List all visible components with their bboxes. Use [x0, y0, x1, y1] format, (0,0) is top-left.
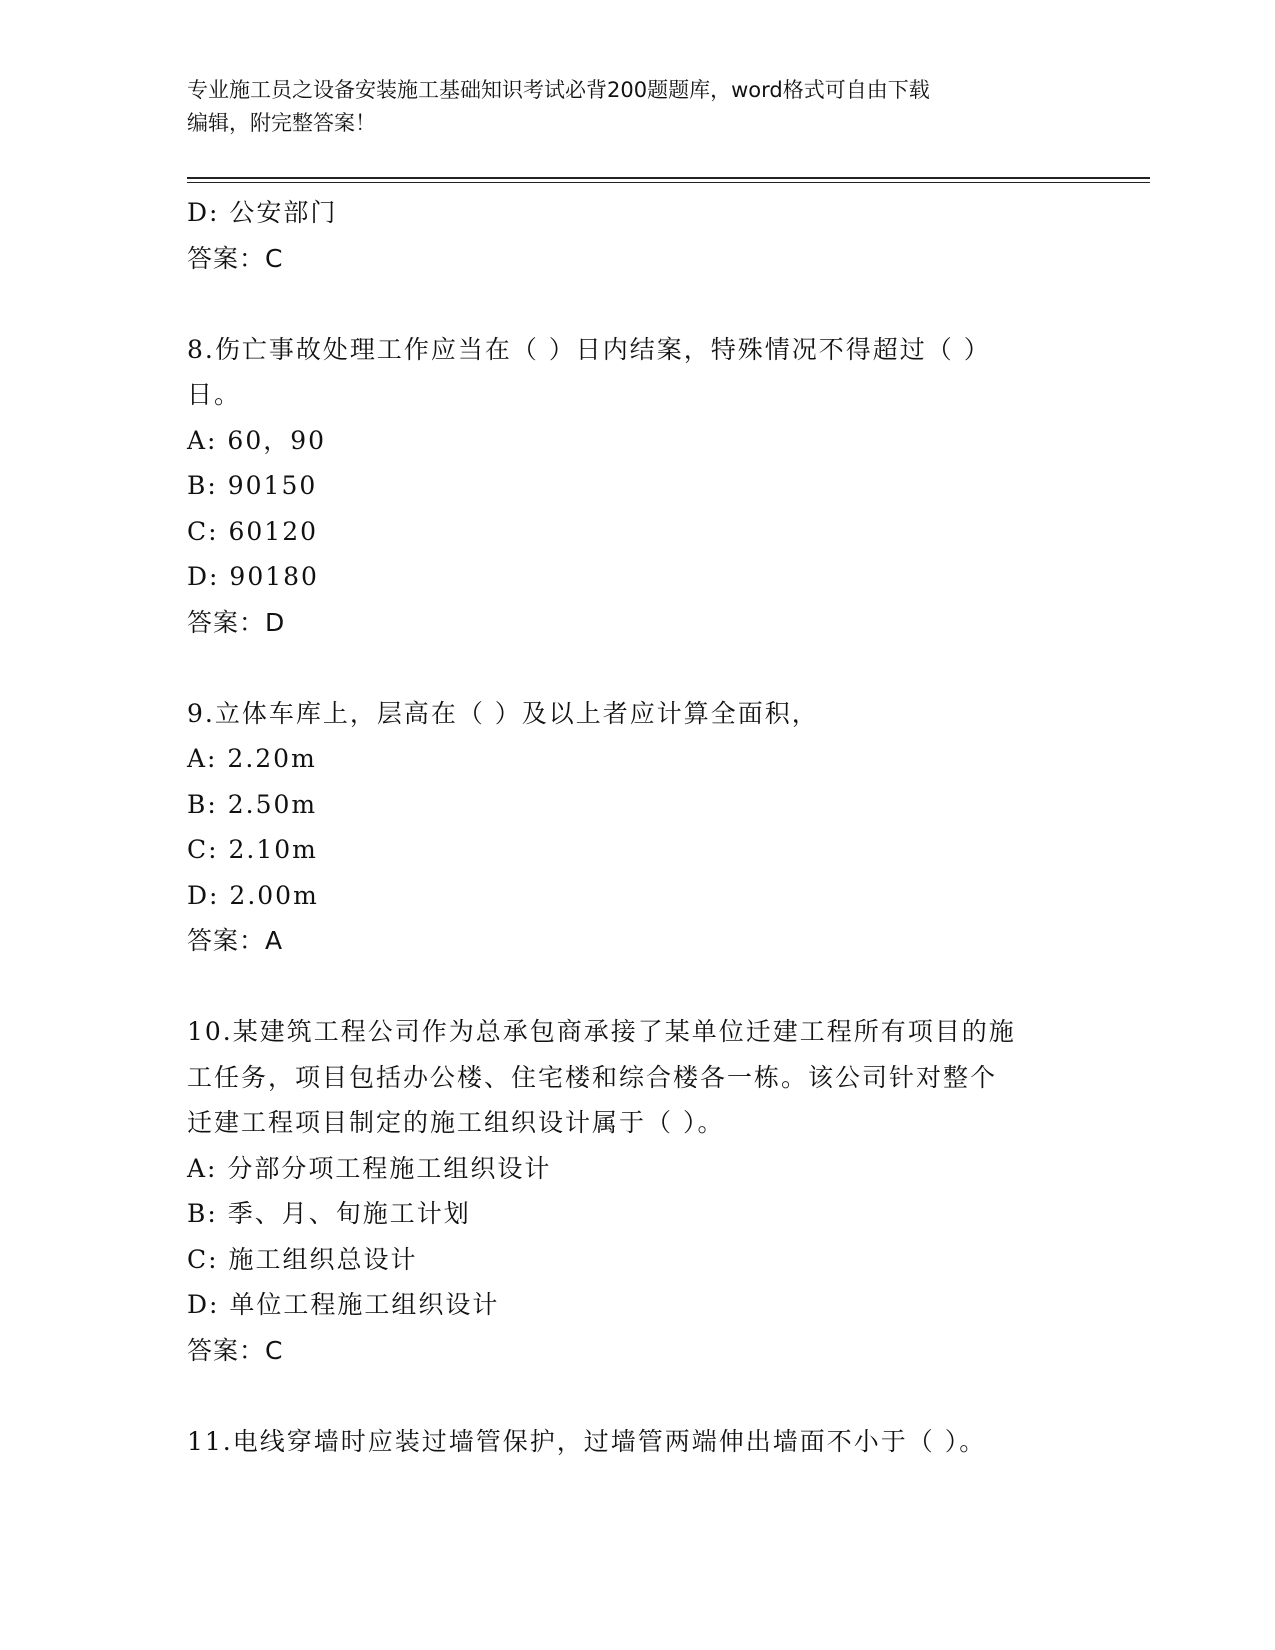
header-divider-thin [187, 182, 1150, 183]
question-8-option-d: D: 90180 [187, 562, 319, 591]
question-9-option-d: D: 2.00m [187, 880, 319, 910]
question-8-option-a: A: 60，90 [187, 425, 327, 455]
question-10-option-b: B: 季、月、旬施工计划 [187, 1199, 471, 1228]
question-10-stem-line-2: 工任务，项目包括办公楼、住宅楼和综合楼各一栋。该公司针对整个 [187, 1062, 998, 1092]
spacer [187, 645, 1087, 691]
question-10-option-d: D: 单位工程施工组织设计 [187, 1290, 500, 1319]
question-7-answer: 答案：C [187, 243, 284, 273]
question-10-stem-line-3: 迁建工程项目制定的施工组织设计属于（ ）。 [187, 1108, 725, 1137]
question-10 [187, 1009, 1087, 1373]
question-9-answer: 答案：A [187, 926, 284, 955]
question-9-option-b: B: 2.50m [187, 789, 318, 819]
question-10-option-a: A: 分部分项工程施工组织设计 [187, 1153, 552, 1183]
question-10-answer: 答案：C [187, 1335, 284, 1365]
question-11-stem-line-1: 11.电线穿墙时应装过墙管保护，过墙管两端伸出墙面不小于（ ）。 [187, 1426, 987, 1456]
question-8-option-c: C: 60120 [187, 516, 319, 546]
header-title-line-2: 编辑，附完整答案！ [187, 111, 376, 135]
question-9 [187, 691, 1087, 964]
question-10-option-c: C: 施工组织总设计 [187, 1244, 418, 1274]
question-7 [187, 190, 1087, 281]
header-divider-thick [187, 177, 1150, 179]
spacer [187, 964, 1087, 1010]
header-title-line-1: 专业施工员之设备安装施工基础知识考试必背200题题库，word格式可自由下载 [187, 78, 930, 102]
question-11 [187, 1419, 1087, 1465]
spacer [187, 281, 1087, 327]
question-list [187, 190, 1087, 1464]
question-10-stem-line-1: 10.某建筑工程公司作为总承包商承接了某单位迁建工程所有项目的施 [187, 1017, 1016, 1046]
document-header [187, 74, 1087, 140]
question-9-option-a: A: 2.20m [187, 744, 317, 773]
question-7-option-d: D: 公安部门 [187, 198, 338, 227]
question-8 [187, 327, 1087, 646]
question-8-answer: 答案：D [187, 607, 286, 637]
question-8-stem-line-2: 日。 [187, 380, 242, 409]
question-9-stem-line-1: 9.立体车库上，层高在（ ）及以上者应计算全面积， [187, 698, 819, 728]
question-8-option-b: B: 90150 [187, 471, 318, 500]
question-9-option-c: C: 2.10m [187, 835, 318, 864]
spacer [187, 1373, 1087, 1419]
question-8-stem-line-1: 8.伤亡事故处理工作应当在（ ）日内结案，特殊情况不得超过（ ） [187, 334, 991, 364]
